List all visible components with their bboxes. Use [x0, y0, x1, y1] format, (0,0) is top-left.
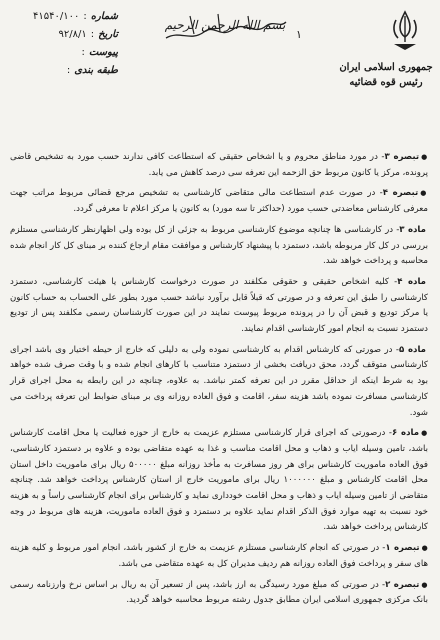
paragraph-label: ماده ۴	[397, 276, 426, 287]
paragraph-label: ماده ۶	[391, 428, 420, 439]
paragraph-label: تبصره ۳	[384, 152, 420, 162]
bullet-icon: ●	[421, 429, 429, 438]
gov-line-1: جمهوری اسلامی ایران	[339, 62, 433, 73]
paragraph	[10, 578, 428, 609]
paragraph	[10, 541, 428, 572]
paragraph	[10, 275, 428, 338]
paragraph-label: ماده ۵	[399, 344, 426, 355]
paragraph	[10, 343, 428, 422]
paragraph	[10, 186, 428, 217]
meta-label: پیوست	[88, 47, 118, 58]
paragraph	[10, 150, 428, 181]
meta-label: شماره	[90, 11, 118, 22]
paragraph-label: تبصره ۲	[385, 579, 420, 590]
paragraph-text: - در صورتی که کارشناس اقدام به کارشناسی نموده ولی به دلیلی که خارج از حیطه اختیار وی باشد اجرای کارشناسی متوقف گردد، محق دریافت بخشی از دستمزد متناسب با کارهای انجام شده و با وقت صرف شده خواهد بود به شرط اینکه از حداقل مقرر در این تعرفه کمتر نباشد. به علاوه، چنانچه در این رابطه به محل اجرای قرار کارشناسی مسافرت نموده باشد هزینه سفر، اقامت و فوق العاده روزانه وی بر مبنای ضوابط این تعرفه پرداخت می شود.	[10, 344, 428, 418]
iran-emblem-icon	[388, 10, 422, 54]
meta-classification: طبقه بندی :	[8, 62, 118, 80]
government-title	[338, 60, 434, 90]
bullet-icon: ●	[421, 153, 428, 161]
gov-line-2: رئیس قوه قضائیه	[349, 77, 423, 88]
page-mark: ۱	[296, 28, 302, 41]
paragraph-label: ماده ۳	[399, 224, 426, 235]
meta-label: تاریخ	[98, 29, 118, 40]
paragraph-label: تبصره ۱	[385, 543, 420, 554]
meta-value: ۹۲/۸/۱	[58, 29, 87, 40]
paragraph-text: - در صورتی که مبلغ مورد رسیدگی به ارز باشد، پس از تسعیر آن به ریال بر اساس نرخ وارزنامه رسمی بانک مرکزی جمهوری اسلامی ایران مطابق جدول رشته مربوط محاسبه خواهد گردید.	[10, 579, 428, 606]
bullet-icon: ●	[421, 544, 428, 553]
paragraph	[10, 223, 428, 270]
meta-attachment: پیوست :	[8, 44, 118, 62]
paragraph	[10, 426, 428, 536]
paragraph-text: - در صورت عدم استطاعت مالی متقاضی کارشناسی به تشخیص مرجع قضائی مربوط مراتب جهت معرفی کارشناس معاضدتی حسب مورد (حداکثر تا سه مورد) به کانون یا مرکز اعلام تا معرفی گردد.	[10, 188, 428, 215]
paragraph-text: - در کارشناسی ها چنانچه موضوع کارشناسی مربوط به جزئی از کل بوده ولی اظهارنظر کارشناسی مستلزم بررسی در کل کار مربوطه باشد، دستمزد با پیشنهاد کارشناس و موافقت مقام ارجاع کننده بر مبنای کل کار انجام شده محاسبه و پرداخت خواهد شد.	[10, 224, 428, 267]
paragraph-label: تبصره ۴	[382, 188, 419, 199]
document-body	[10, 150, 428, 614]
meta-value: ۴۱۵۴۰/۱۰۰	[33, 11, 80, 22]
paragraph-text: - کلیه اشخاص حقیقی و حقوقی مکلفند در صورت درخواست کارشناس یا هیئت کارشناسی، دستمزد کارشناسی را طبق این تعرفه و در صورتی که قبلاً قابل برآورد نباشد حسب مورد بطور علی الحساب به حساب کانون یا مرکز تودیع و قبض آن را در پرونده مربوط پیوست نمایند در این صورت کارشناسان رسمی مکلفند پس از تودیع دستمزد نسبت به انجام امور کارشناسی اقدام نمایند.	[10, 276, 428, 335]
letter-meta	[8, 8, 118, 80]
meta-number: شماره : ۴۱۵۴۰/۱۰۰	[8, 8, 118, 26]
paragraph-text: - در مورد مناطق محروم و یا اشخاص حقیقی که استطاعت کافی ندارند حسب مورد به تشخیص قاضی پرونده، مرکز یا کانون مربوط حق الزحمه این تعرفه سی درصد کاهش می یابد.	[10, 152, 428, 178]
meta-label: طبقه بندی	[74, 65, 118, 76]
bismillah-calligraphy	[160, 8, 290, 52]
paragraph-text: - درصورتی که اجرای قرار کارشناسی مستلزم عزیمت به خارج از حوزه فعالیت یا محل اقامت کارشناس باشد، تامین وسیله ایاب و ذهاب و محل اقامت مناسب و غذا به عهده متقاضی بوده و علاوه بر دستمزد کارشناسی، فوق العاده ماموریت کارشناس برای هر روز مسافرت به مأخذ روزانه مبلغ ۵۰۰۰۰۰ ریال برای ماموریت داخل استان محل اقامت کارشناس و مبلغ ۱۰۰۰۰۰۰ ریال برای ماموریت خارج از استان کارشناس پرداخت خواهد شد. چنانچه متقاضی از تامین وسیله ایاب و ذهاب و محل اقامت خودداری نماید و کارشناس برای انجام کارشناسی راساً و به هزینه خود نسبت به تهیه موارد فوق الذکر اقدام نماید علاوه بر دستمزد و فوق العاده ماموریت، هزینه های مربوط در وجه کارشناس پرداخت خواهد شد.	[10, 428, 428, 533]
meta-date: تاریخ : ۹۲/۸/۱	[8, 26, 118, 44]
bismillah-text: بسم الله الرحمن الرحیم	[164, 18, 286, 32]
bullet-icon: ●	[421, 580, 428, 589]
bullet-icon: ●	[420, 189, 428, 198]
paragraph-text: - در صورتی که انجام کارشناسی مستلزم عزیمت به خارج از کشور باشد، انجام امور مربوط و کلیه هزینه های سفر و پرداخت فوق العاده روزانه هم ردیف مدیران کل به عهده متقاضی می باشد.	[10, 543, 428, 569]
